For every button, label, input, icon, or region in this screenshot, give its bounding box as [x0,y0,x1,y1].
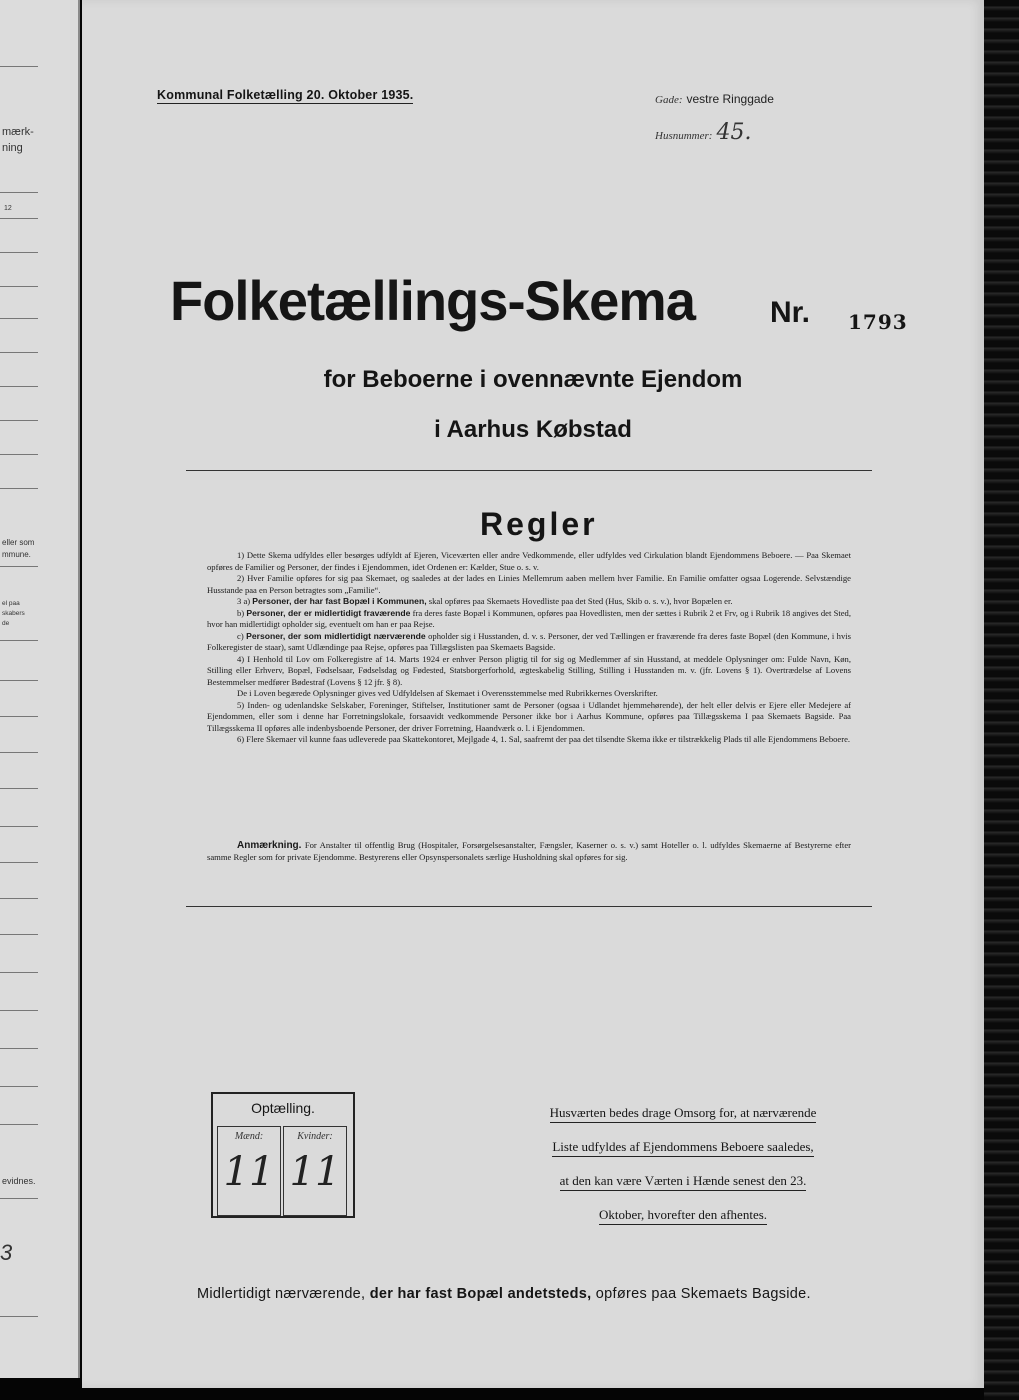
count-box [211,1092,355,1218]
form-municipality: i Aarhus Købstad [434,416,632,443]
form-rule [0,1316,38,1317]
house-number-field [655,120,751,145]
footer-part: opføres paa Skemaets Bagside. [595,1286,811,1302]
women-count-value: 11 [289,1149,341,1195]
notice-line-text: Oktober, hvorefter den afhentes. [599,1207,767,1225]
census-form-page [82,0,986,1388]
men-count-cell [217,1126,281,1216]
book-edge [984,0,1019,1400]
rule-3b [207,608,851,631]
rule-3b-body: fra deres faste Bopæl i Kommunen, opføres paa Hovedlisten, men der sættes i Rubrik 2 et Frv, og i Rubrik 18 angives det Sted, hvor han midlertidigt opholder sig, eventuelt om han er paa Rejse. [207,607,851,629]
notice-line [518,1130,848,1164]
men-label: Mænd: [234,1131,264,1142]
prev-page-fragment: evidnes. [2,1176,36,1186]
form-rule [0,898,38,899]
rule-3a-number: 3 a) [237,596,251,606]
street-label: Gade: [655,94,683,106]
rule-3c-heading: Personer, der som midlertidigt nærværende [246,630,426,641]
prev-page-fragment: skabers [2,610,25,617]
women-count-cell [283,1126,347,1216]
form-rule [0,252,38,253]
notice-line-text: at den kan være Værten i Hænde senest den 23. [560,1173,807,1191]
notice-line [518,1198,848,1232]
prev-page-fragment: 3 [0,1240,13,1265]
footer-emphasis: der har fast Bopæl andetsteds, [369,1286,592,1302]
form-rule [0,752,38,753]
form-rule [0,934,38,935]
form-rule [0,788,38,789]
rule-3b-heading: Personer, der er midlertidigt fraværende [246,607,411,618]
footer-part: Midlertidigt nærværende, [197,1286,366,1302]
form-rule [0,420,38,421]
form-number-value: 1793 [848,310,908,334]
form-rule [0,680,38,681]
form-rule [0,1010,38,1011]
remark [207,840,851,863]
rule-4: 4) I Henhold til Lov om Folkeregistre af 14. Marts 1924 er enhver Person pligtig til for sig og Medlemmer af sin Husstand, at meddele Oplysninger om: Fulde Navn, Køn, Stilling eller Erhverv, Bopæl, Fødselsaar, Fødselsdag og Fødested, Statsborgerforhold, ægteskabelig Stilling, Stilling i Husstanden m. v. (jfr. Lovens § 1). Overtrædelse af Lovens Bestemmelser medfører Bødestraf (Lovens § 12 jfr. § 8). [207,653,851,687]
footer-instruction [197,1286,811,1302]
prev-page-fragment: eller som [2,538,35,547]
rule-2: 2) Hver Familie opføres for sig paa Skemaet, og saaledes at der lades en Linies Mellemrum aaben mellem hver Familie. En Familie omfatter ogsaa Logerende. Selvstændige Husstande paa en Person betragtes som „Familie“. [207,573,851,595]
divider [186,906,872,907]
previous-page-strip [0,0,80,1378]
prev-page-fragment: el paa [2,600,20,607]
form-number-label: Nr. [770,296,811,329]
form-rule [0,1198,38,1199]
form-subtitle: for Beboerne i ovennævnte Ejendom [323,366,743,393]
divider [186,470,872,471]
rule-3c [207,631,851,654]
rule-5: 5) Inden- og udenlandske Selskaber, Foreninger, Stiftelser, Institutioner samt de Personer (ogsaa i Udlandet hjemmehørende), der helt eller delvis er Ejere eller Medejere af Ejendommen, eller som i denne har Forretningslokale, forsaavidt vedkommende Personer ikke bor i Aarhus Kommune, opføres paa Tillægsskema I paa Skemaets Bagside. Paa Tillægsskema II opføres alle indenbysboende Personer, der driver Forretning, Haandværk o. l. i Ejendommen. [207,699,851,733]
street-value: vestre Ringgade [686,92,774,106]
rule-3b-number: b) [237,607,245,618]
count-title: Optælling. [251,1100,315,1116]
form-rule [0,1048,38,1049]
rule-3a [207,596,851,608]
prev-page-fragment: mmune. [2,550,31,559]
landlord-notice [518,1096,848,1232]
notice-line [518,1164,848,1198]
rules-text [207,550,851,746]
prev-page-fragment: de [2,620,10,627]
form-rule [0,66,38,67]
remark-label: Anmærkning. [237,840,302,851]
rule-1: 1) Dette Skema udfyldes eller besørges udfyldt af Ejeren, Viceværten eller andre Vedkommende, eller udfyldes ved Cirkulation blandt Ejendommens Beboere. — Paa Skemaet opføres de Familier og Personer, der findes i Ejendommen, idet Ordenen er: Kælder, Stue o. s. v. [207,550,851,572]
form-rule [0,1124,38,1125]
form-rule [0,352,38,353]
house-number-label: Husnummer: [655,130,713,142]
rule-6: 6) Flere Skemaer vil kunne faas udleverede paa Skattekontoret, Mejlgade 4, 1. Sal, saafremt der paa det tilsendte Skema ikke er tilstrækkelig Plads til alle Ejendommens Beboere. [237,734,851,744]
rule-3a-heading: Personer, der har fast Bopæl i Kommunen, [252,596,427,606]
prev-page-fragment: ning [2,142,23,154]
form-title: Folketællings-Skema [170,269,695,332]
prev-page-fragment: 12 [4,205,12,212]
form-rule [0,218,38,219]
men-count-value: 11 [223,1149,275,1195]
house-number-value: 45. [716,120,752,145]
form-rule [0,488,38,489]
rule-3c-body: opholder sig i Husstanden, d. v. s. Personer, der ved Tællingen er fraværende fra deres faste Bopæl (den Kommune, i hvis Folkeregister de staar), samt Udlændinge paa Rejse, opføres paa Tillægslisten paa Skemaets Bagside. [207,630,852,652]
rule-4b: De i Loven begærede Oplysninger gives ved Udfyldelsen af Skemaet i Overensstemmelse med Rubrikkernes Overskrifter. [237,688,658,698]
form-rule [0,192,38,193]
form-rule [0,1086,38,1087]
form-rule [0,972,38,973]
form-rule [0,566,38,567]
form-rule [0,454,38,455]
form-rule [0,826,38,827]
notice-line-text: Liste udfyldes af Ejendommens Beboere saaledes, [552,1139,813,1157]
form-rule [0,862,38,863]
form-rule [0,640,38,641]
remark-text: For Anstalter til offentlig Brug (Hospitaler, Forsørgelsesanstalter, Fængsler, Kaserner o. s. v.) samt Hoteller o. l. udfyldes Skemaerne af Bestyrerne efter samme Regler som for private Ejendomme. Bestyrerens eller Opsynspersonalets særlige Husholdning skal opføres for sig. [207,840,851,862]
rule-3a-body: skal opføres paa Skemaets Hovedliste paa det Sted (Hus, Skib o. s. v.), hvor Bopælen er. [428,596,733,606]
form-rule [0,716,38,717]
rules-heading: Regler [480,506,598,542]
census-header: Kommunal Folketælling 20. Oktober 1935. [157,88,414,102]
form-rule [0,318,38,319]
prev-page-fragment: mærk- [2,126,34,138]
notice-line [518,1096,848,1130]
notice-line-text: Husværten bedes drage Omsorg for, at nærværende [550,1105,817,1123]
form-rule [0,386,38,387]
women-label: Kvinder: [297,1131,333,1142]
rule-3c-number: c) [237,630,244,641]
street-field [655,90,774,108]
form-rule [0,286,38,287]
